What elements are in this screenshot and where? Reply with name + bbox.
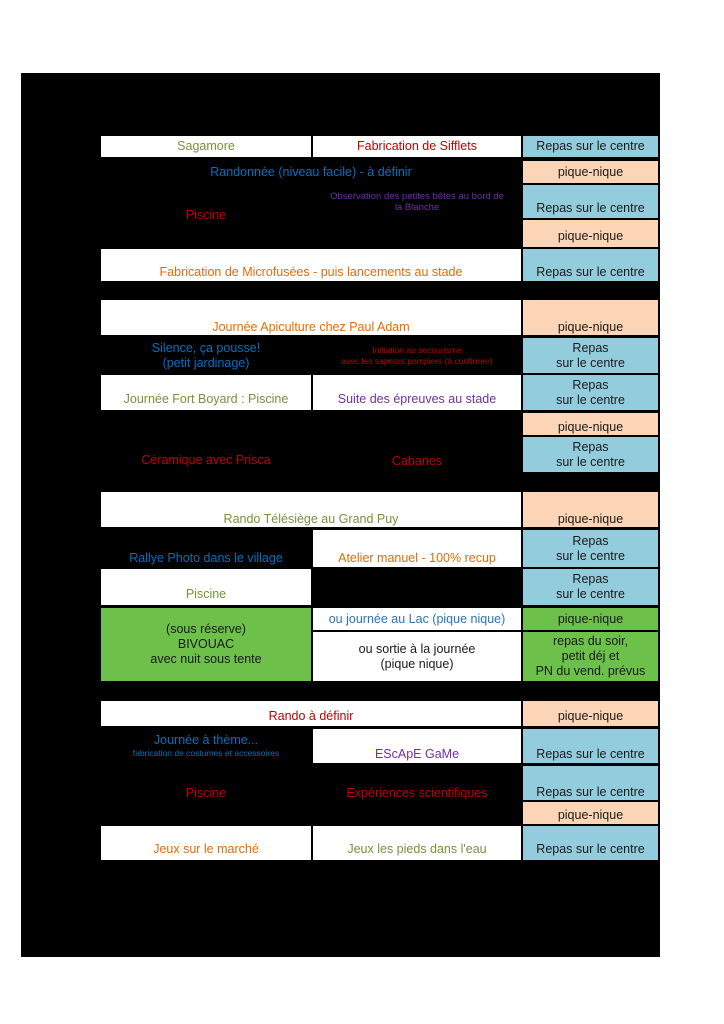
w3-r4-meal-line3: PN du vend. prévus	[535, 664, 646, 678]
w2-r2-a-line1: Silence, ça pousse!	[151, 340, 261, 355]
w4-r3-meal2-text: pique-nique	[557, 807, 624, 822]
w4-r3-meal-2	[523, 802, 658, 824]
w3-r1-text: Rando Télésiège au Grand Puy	[223, 512, 399, 526]
w3-r1-meal	[523, 492, 658, 527]
w1-r4-meal-text: Repas sur le centre	[536, 264, 645, 279]
w3-r4-lac-option	[313, 608, 521, 630]
w4-r4-activity-a	[101, 826, 311, 860]
w3-r1-meal-text: pique-nique	[557, 512, 624, 526]
w3-r4-a-line1: (sous réserve)	[166, 622, 246, 636]
w4-r1-text: Rando à définir	[268, 709, 354, 723]
w4-r2-a-line1: Journée à thème...	[153, 733, 259, 748]
w4-r3-a-text: Piscine	[185, 785, 227, 800]
w4-r3-activity-a	[101, 766, 311, 824]
w3-r4-meal-line1: repas du soir,	[552, 634, 629, 648]
w4-r1-meal-text: pique-nique	[557, 709, 624, 723]
w3-r2-activity-a	[101, 530, 311, 567]
w2-r4-a-text: Céramique avec Prisca	[141, 453, 271, 467]
w2-r1-activity	[101, 300, 521, 335]
w4-r4-a-text: Jeux sur le marché	[153, 842, 259, 856]
w3-r4-bivouac	[101, 608, 311, 681]
w2-r1-text: Journée Apiculture chez Paul Adam	[212, 320, 410, 334]
w2-r2-meal-line1: Repas	[572, 340, 609, 355]
w1-r1-activity-a	[101, 136, 311, 157]
w1-r3-meal-2	[523, 220, 658, 247]
w3-r4-meal-line2: petit déj et	[561, 649, 620, 663]
w4-r2-a-line2: fabrication de costumes et accessoires	[132, 748, 280, 759]
w2-r2-activity-b	[313, 338, 521, 373]
w3-r3-a-text: Piscine	[185, 587, 227, 601]
w2-r4-meal-line2: sur le centre	[556, 454, 625, 469]
w1-r3-activity-b	[313, 185, 521, 219]
w2-r3-meal-line2: sur le centre	[556, 392, 625, 407]
w1-r1-meal	[523, 136, 658, 157]
w1-r3-b-text: Observation des petites bêtes au bord de la Blanche	[330, 190, 504, 213]
w2-r2-b-line2: avec les sapeurs pompiers (à confirmer)	[341, 355, 493, 366]
w4-r1-activity	[101, 701, 521, 726]
w1-r3-meal1-text: Repas sur le centre	[536, 201, 645, 215]
w3-r2-activity-b	[313, 530, 521, 567]
w2-r4-meal-line1: Repas	[572, 439, 609, 454]
w3-r3-activity-a	[101, 569, 311, 605]
w2-r3-meal	[523, 375, 658, 410]
w3-r2-meal-line2: sur le centre	[556, 548, 625, 563]
w4-r3-activity-b	[313, 766, 521, 824]
w3-r4-sortie-option	[313, 632, 521, 681]
w4-r4-meal	[523, 826, 658, 860]
w2-r1-meal-text: pique-nique	[557, 320, 624, 334]
w2-r2-meal	[523, 338, 658, 373]
w2-r4-activity-a	[101, 413, 311, 472]
w1-r1-b-text: Fabrication de Sifflets	[357, 139, 477, 153]
w1-r2-activity	[101, 161, 521, 183]
w2-r3-activity-a	[101, 375, 311, 410]
w2-r3-activity-b	[313, 375, 521, 410]
w1-r1-meal-text: Repas sur le centre	[536, 139, 645, 153]
w1-r2-meal	[523, 161, 658, 183]
w2-r3-meal-line1: Repas	[572, 377, 609, 392]
w3-r3-meal-line2: sur le centre	[556, 587, 625, 601]
w4-r3-meal-1	[523, 766, 658, 800]
w1-r3-meal2-text: pique-nique	[557, 229, 624, 243]
w2-r4-meal-1	[523, 413, 658, 435]
w4-r2-meal-text: Repas sur le centre	[536, 746, 645, 761]
w3-r4-b-line1: ou sortie à la journée	[358, 641, 476, 656]
w4-r2-b-text: EScApE GaMe	[374, 746, 460, 761]
w2-r3-a-text: Journée Fort Boyard : Piscine	[123, 392, 289, 406]
w4-r2-meal	[523, 729, 658, 763]
w3-r4-b-top-text: ou journée au Lac (pique nique)	[328, 611, 506, 626]
w2-r2-a-line2: (petit jardinage)	[162, 355, 250, 370]
w4-r4-meal-text: Repas sur le centre	[536, 842, 645, 856]
w4-r4-activity-b	[313, 826, 521, 860]
w3-r1-activity	[101, 492, 521, 527]
w2-r2-meal-line2: sur le centre	[556, 355, 625, 370]
w3-r3-meal-line1: Repas	[572, 572, 609, 586]
w2-r1-meal	[523, 300, 658, 335]
w3-r4-b-line2: (pique nique)	[380, 656, 454, 671]
w3-r3-meal	[523, 569, 658, 605]
w2-r2-b-line1: Initiation au secourisme	[372, 345, 462, 356]
w2-r4-meal-2	[523, 437, 658, 472]
w4-r4-b-text: Jeux les pieds dans l'eau	[347, 842, 487, 856]
w2-r4-b-text: Cabanes	[391, 454, 443, 468]
w3-r3-activity-b-empty	[313, 569, 521, 605]
w3-r4-meal-2	[523, 632, 658, 681]
w1-r2-meal-text: pique-nique	[557, 164, 624, 179]
w4-r3-meal1-text: Repas sur le centre	[536, 784, 645, 799]
w1-r1-activity-b	[313, 136, 521, 157]
w1-r4-text: Fabrication de Microfusées - puis lancements au stade	[159, 264, 463, 279]
w4-r3-b-text: Expériences scientifiques	[346, 785, 488, 800]
w3-r4-meal-top-text: pique-nique	[557, 611, 624, 626]
w1-r4-meal	[523, 249, 658, 281]
w1-r1-a-text: Sagamore	[177, 139, 235, 153]
w2-r3-b-text: Suite des épreuves au stade	[337, 392, 497, 406]
w1-r3-meal-1	[523, 185, 658, 218]
w3-r2-a-text: Rallye Photo dans le village	[129, 551, 283, 565]
w3-r4-a-line2: BIVOUAC	[177, 637, 235, 651]
w2-r4-meal-top-text: pique-nique	[557, 419, 624, 434]
w3-r4-meal-1	[523, 608, 658, 630]
w3-r4-a-line3: avec nuit sous tente	[150, 652, 262, 666]
w1-r4-activity	[101, 249, 521, 281]
w3-r2-meal-line1: Repas	[572, 533, 609, 548]
w2-r2-activity-a	[101, 338, 311, 373]
w2-r4-activity-b	[313, 413, 521, 472]
w3-r2-meal	[523, 530, 658, 567]
w4-r2-activity-b	[313, 729, 521, 763]
w1-r3-a-text: Piscine	[185, 207, 227, 222]
w4-r1-meal	[523, 701, 658, 726]
w1-r3-activity-a	[101, 185, 311, 245]
w1-r2-text: Randonnée (niveau facile) - à définir	[210, 164, 412, 179]
w4-r2-activity-a	[101, 729, 311, 763]
w3-r2-b-text: Atelier manuel - 100% recup	[338, 551, 496, 565]
